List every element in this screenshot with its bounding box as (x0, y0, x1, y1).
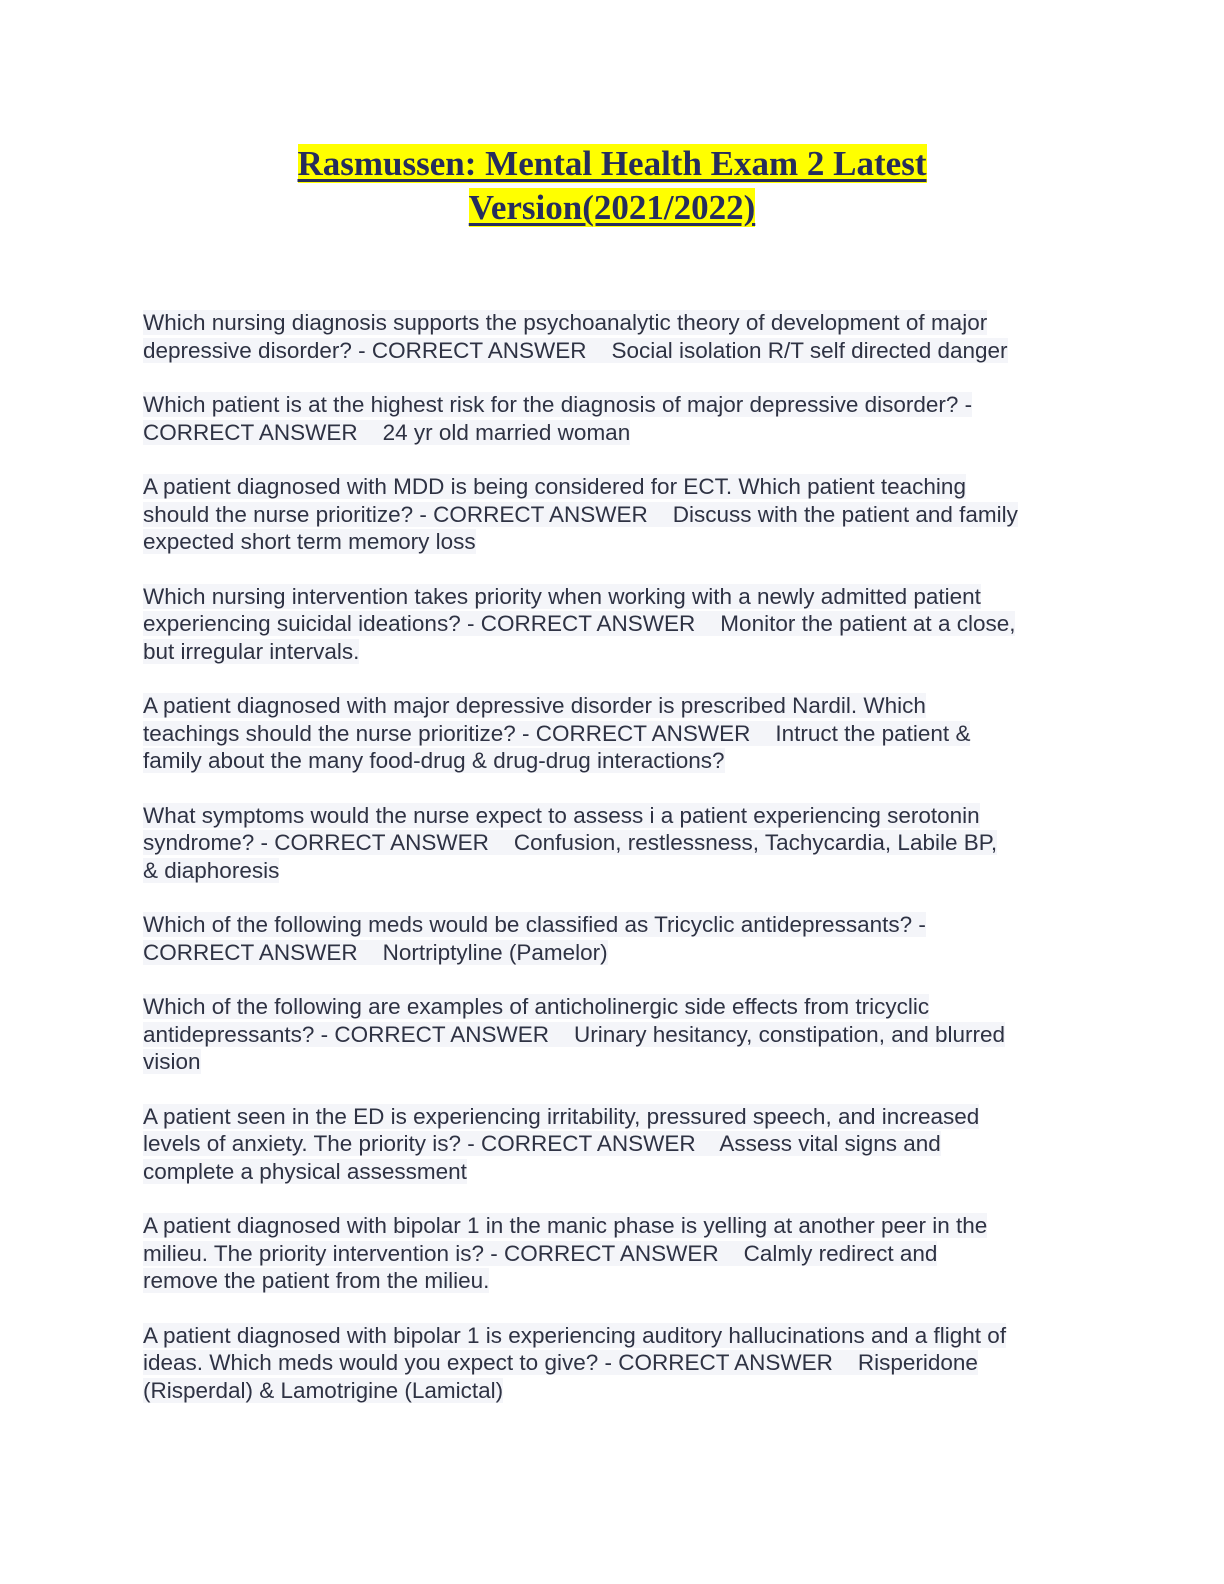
question-answer-item (143, 1103, 1083, 1186)
text-line (143, 1212, 1083, 1240)
text-line (143, 638, 1083, 666)
question-answer-item (143, 993, 1083, 1076)
text-line (143, 720, 1083, 748)
text-line-content: experiencing suicidal ideations? - CORRECT ANSWER Monitor the patient at a close, (143, 611, 1016, 636)
text-line (143, 1103, 1083, 1131)
text-line (143, 1048, 1083, 1076)
text-line (143, 1130, 1083, 1158)
question-answer-item (143, 473, 1083, 556)
text-line-content: complete a physical assessment (143, 1158, 467, 1184)
text-line-content: Which patient is at the highest risk for the diagnosis of major depressive disorder? - (143, 392, 973, 417)
text-line (143, 802, 1083, 830)
text-line-content: Which of the following are examples of anticholinergic side effects from tricyclic (143, 994, 930, 1019)
text-line-content: ideas. Which meds would you expect to give? - CORRECT ANSWER Risperidone (143, 1350, 978, 1375)
question-answer-item (143, 911, 1083, 966)
text-line (143, 692, 1083, 720)
text-line (143, 610, 1083, 638)
text-line-content: A patient diagnosed with bipolar 1 in the manic phase is yelling at another peer in the (143, 1213, 988, 1238)
text-line (143, 309, 1083, 337)
text-line-content: A patient diagnosed with bipolar 1 is experiencing auditory hallucinations and a flight of (143, 1322, 1007, 1348)
question-answer-item (143, 583, 1083, 666)
text-line-content: remove the patient from the milieu. (143, 1268, 490, 1293)
text-line (143, 939, 1083, 967)
text-line-content: teachings should the nurse prioritize? - CORRECT ANSWER Intruct the patient & (143, 720, 971, 746)
question-list (143, 309, 1083, 1431)
text-line-content: A patient diagnosed with major depressive disorder is prescribed Nardil. Which (143, 693, 926, 718)
text-line-content: expected short term memory loss (143, 529, 476, 554)
text-line (143, 337, 1083, 365)
text-line (143, 747, 1083, 775)
text-line (143, 829, 1083, 857)
text-line (143, 857, 1083, 885)
text-line-content: CORRECT ANSWER Nortriptyline (Pamelor) (143, 939, 608, 965)
text-line-content: levels of anxiety. The priority is? - CORRECT ANSWER Assess vital signs and (143, 1131, 941, 1156)
text-line (143, 1322, 1083, 1350)
text-line-content: A patient diagnosed with MDD is being considered for ECT. Which patient teaching (143, 474, 966, 499)
document-title (0, 142, 1224, 230)
text-line-content: Which of the following meds would be classified as Tricyclic antidepressants? - (143, 912, 926, 937)
text-line (143, 501, 1083, 529)
text-line-content: What symptoms would the nurse expect to assess i a patient experiencing serotonin (143, 802, 980, 828)
text-line (143, 911, 1083, 939)
text-line-content: depressive disorder? - CORRECT ANSWER Social isolation R/T self directed danger (143, 337, 1008, 363)
title-line: Rasmussen: Mental Health Exam 2 Latest (297, 144, 927, 183)
text-line (143, 391, 1083, 419)
text-line-content: Which nursing diagnosis supports the psychoanalytic theory of development of major (143, 310, 988, 335)
text-line-content: milieu. The priority intervention is? - CORRECT ANSWER Calmly redirect and (143, 1240, 938, 1266)
text-line-content: but irregular intervals. (143, 638, 360, 664)
question-answer-item (143, 692, 1083, 775)
text-line-content: Which nursing intervention takes priority when working with a newly admitted patient (143, 583, 981, 609)
text-line (143, 1240, 1083, 1268)
text-line (143, 1267, 1083, 1295)
text-line (143, 1158, 1083, 1186)
text-line (143, 1349, 1083, 1377)
question-answer-item (143, 309, 1083, 364)
question-answer-item (143, 391, 1083, 446)
text-line-content: should the nurse prioritize? - CORRECT ANSWER Discuss with the patient and family (143, 501, 1018, 527)
text-line (143, 993, 1083, 1021)
question-answer-item (143, 1212, 1083, 1295)
question-answer-item (143, 1322, 1083, 1405)
text-line-content: antidepressants? - CORRECT ANSWER Urinary hesitancy, constipation, and blurred (143, 1021, 1006, 1047)
text-line-content: family about the many food-drug & drug-drug interactions? (143, 748, 725, 773)
text-line-content: & diaphoresis (143, 857, 280, 883)
text-line (143, 1021, 1083, 1049)
text-line-content: CORRECT ANSWER 24 yr old married woman (143, 419, 631, 445)
text-line-content: A patient seen in the ED is experiencing irritability, pressured speech, and increased (143, 1103, 980, 1129)
text-line-content: syndrome? - CORRECT ANSWER Confusion, restlessness, Tachycardia, Labile BP, (143, 830, 998, 855)
text-line-content: (Risperdal) & Lamotrigine (Lamictal) (143, 1377, 504, 1403)
text-line (143, 1377, 1083, 1405)
question-answer-item (143, 802, 1083, 885)
title-line: Version(2021/2022) (468, 188, 756, 227)
text-line (143, 473, 1083, 501)
text-line-content: vision (143, 1049, 201, 1074)
text-line (143, 583, 1083, 611)
text-line (143, 528, 1083, 556)
text-line (143, 419, 1083, 447)
